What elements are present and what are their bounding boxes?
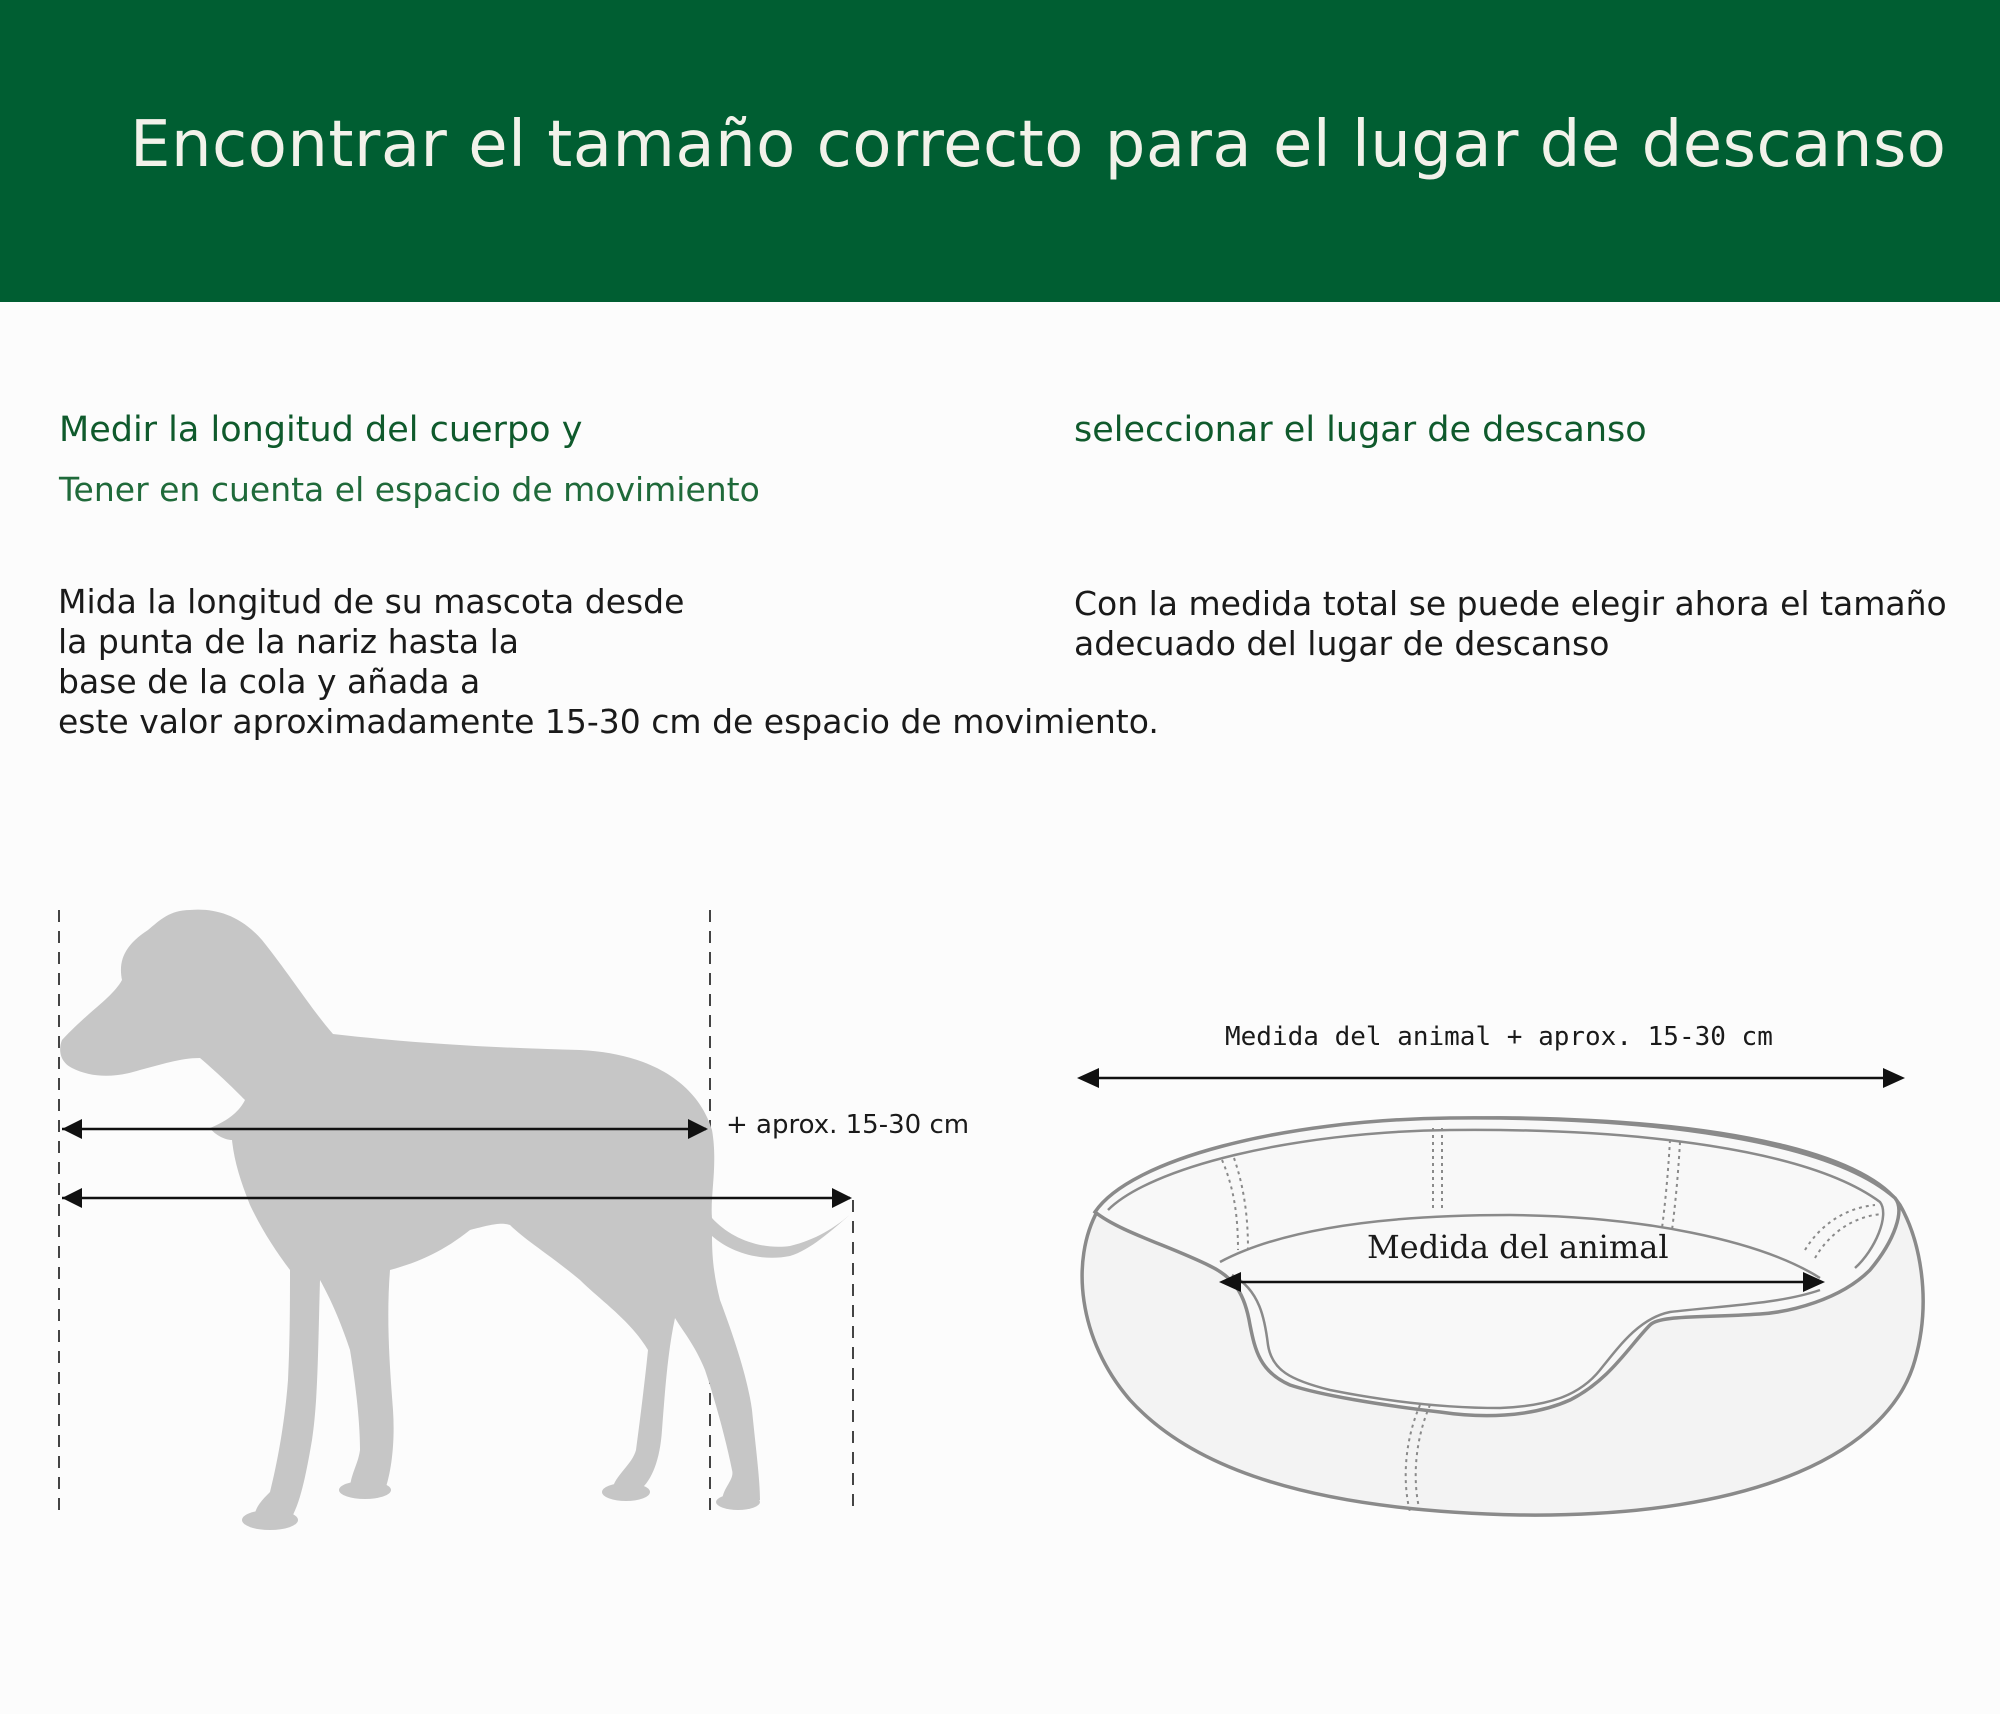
body-line: Mida la longitud de su mascota desde [58, 582, 685, 621]
body-length-arrow-start [62, 1119, 82, 1139]
step-right-title: seleccionar el lugar de descanso [1074, 410, 1647, 450]
body-line: base de la cola y añada a [58, 662, 481, 701]
dog-silhouette-icon [60, 910, 853, 1530]
body-line: este valor aproximadamente 15-30 cm de espacio de movimiento. [58, 702, 1159, 741]
bed-total-arrow-end [1883, 1068, 1905, 1088]
bed-total-label: Medida del animal + aprox. 15-30 cm [1225, 1022, 1773, 1052]
pet-bed-icon [1082, 1118, 1923, 1515]
total-length-arrow-start [62, 1188, 82, 1208]
bed-diagram [1077, 1022, 1923, 1515]
dog-diagram [59, 910, 969, 1530]
step-left-subtitle: Tener en cuenta el espacio de movimiento [59, 470, 760, 509]
body-line: la punta de la nariz hasta la [58, 622, 519, 661]
bed-total-arrow-start [1077, 1068, 1099, 1088]
total-length-arrow-end [832, 1188, 852, 1208]
body-line: adecuado del lugar de descanso [1074, 624, 1610, 663]
step-left-title: Medir la longitud del cuerpo y [59, 410, 583, 450]
bed-inner-label: Medida del animal [1367, 1228, 1669, 1266]
extra-space-label: + aprox. 15-30 cm [726, 1110, 970, 1140]
body-line: Con la medida total se puede elegir ahora el tamaño [1074, 584, 1947, 623]
page-title: Encontrar el tamaño correcto para el lugar de descanso [130, 108, 1947, 182]
